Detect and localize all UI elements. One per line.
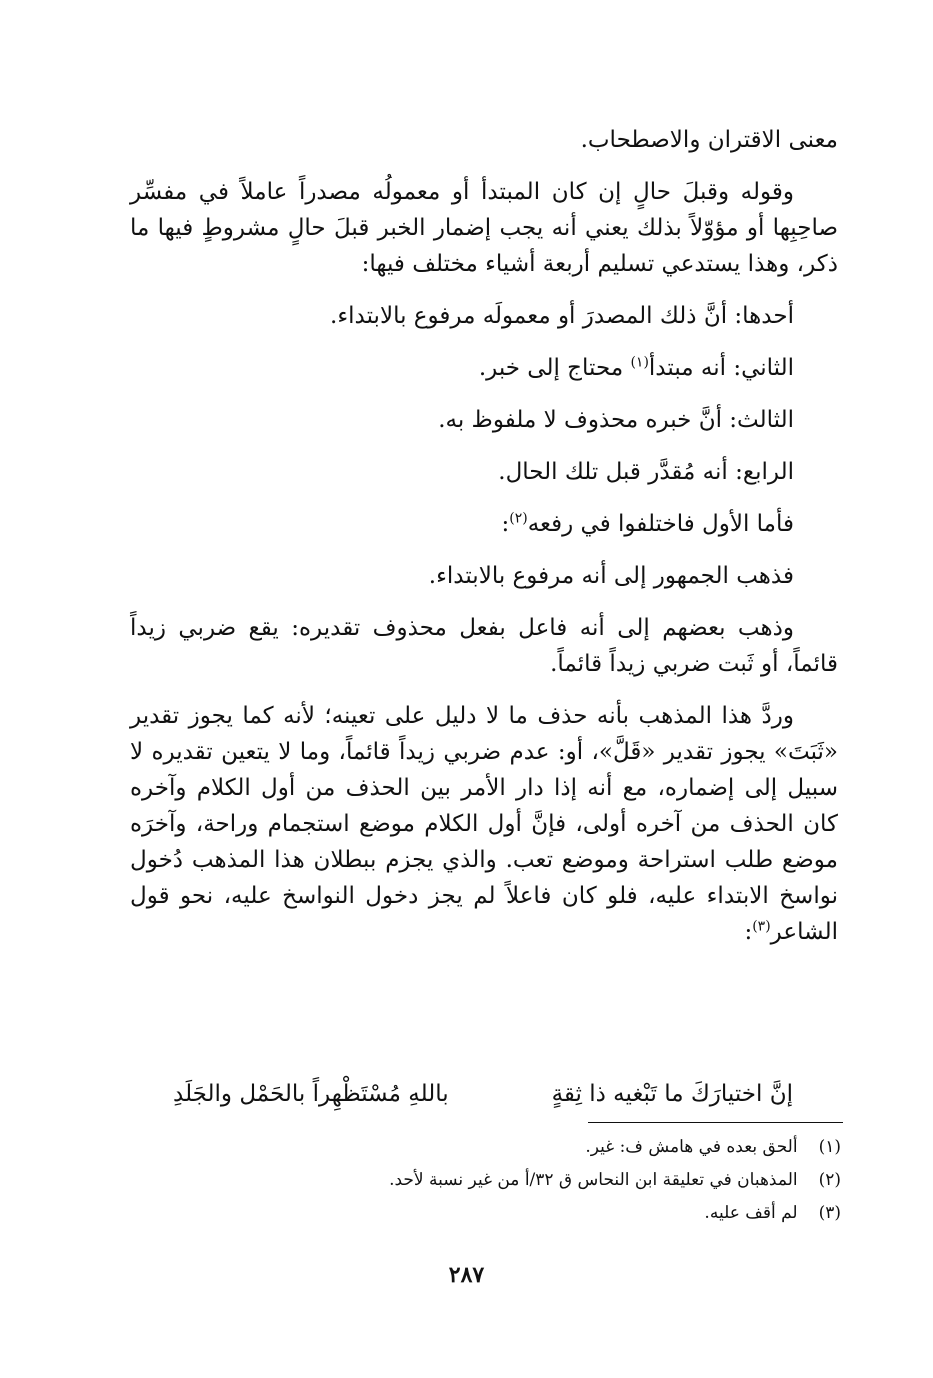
paragraph-continuation: معنى الاقتران والاصطحاب.	[580, 127, 838, 153]
list-item-first: أحدها: أنَّ ذلك المصدرَ أو معمولَه مرفوع بالابتداء.	[330, 303, 794, 329]
list-item-second	[130, 350, 838, 386]
verse-second-hemistich: باللهِ مُسْتَظْهِراً بالحَمْل والجَلَدِ	[173, 1081, 449, 1107]
footnote-marker-2[interactable]: (٢)	[509, 510, 528, 527]
footnote-separator	[588, 1122, 843, 1123]
paragraph-refutation	[130, 698, 838, 950]
paragraph-majority-view: فذهب الجمهور إلى أنه مرفوع بالابتداء.	[428, 563, 794, 589]
paragraph-first-issue	[130, 506, 838, 542]
paragraph-refutation-colon: :	[744, 919, 753, 945]
verse-first-hemistich: إنَّ اختيارَكَ ما تَبْغيه ذا ثِقةٍ	[551, 1081, 793, 1107]
poetry-verse	[173, 1076, 793, 1112]
paragraph-first-issue-colon: :	[501, 511, 510, 537]
page-number: ٢٨٧	[448, 1262, 485, 1288]
footnote-number: (٢)	[818, 1170, 841, 1190]
footnote-text: ألحق بعده في هامش ف: غير.	[585, 1137, 798, 1157]
footnote-number: (٣)	[818, 1203, 841, 1223]
footnotes	[121, 1131, 841, 1230]
paragraph-first-issue-text: فأما الأول فاختلفوا في رفعه	[527, 511, 794, 537]
list-item-second-text: الثاني: أنه مبتدأ	[648, 355, 794, 381]
paragraph-refutation-text: وردَّ هذا المذهب بأنه حذف ما لا دليل على تعينه؛ لأنه كما يجوز تقدير «ثَبَتَ» يجوز تقدير «قَلَّ»، أو: عدم ضربي زيداً قائماً، وما لا يتعين تقديره لا سبيل إلى إضماره، مع أنه إذا دار الأمر بين الحذف من أول الكلام وآخره كان الحذف من آخره أولى، فإنَّ أول الكلام موضع استجمام وراحة، وآخرَه موضع طلب استراحة وموضع تعب. والذي يجزم ببطلان هذا المذهب دُخول نواسخ الابتداء عليه، فلو كان فاعلاً لم يجز دخول النواسخ عليه، نحو قول الشاعر	[130, 703, 838, 945]
footnote-marker-1[interactable]: (١)	[630, 354, 649, 371]
footnote-number: (١)	[818, 1137, 841, 1157]
main-text	[130, 122, 838, 966]
list-item-fourth: الرابع: أنه مُقدَّر قبل تلك الحال.	[498, 459, 794, 485]
footnote-2	[121, 1164, 841, 1197]
paragraph-commentary: وقوله وقبلَ حالٍ إن كان المبتدأ أو معمولُه مصدراً عاملاً في مفسِّر صاحِبِها أو مؤوّلاً بذلك يعني أنه يجب إضمار الخبر قبلَ حالٍ مشروطٍ فيها ما ذكر، وهذا يستدعي تسليم أربعة أشياء مختلف فيها:	[130, 179, 838, 277]
footnote-3	[121, 1197, 841, 1230]
paragraph-other-view: وذهب بعضهم إلى أنه فاعل بفعل محذوف تقديره: يقع ضربي زيداً قائماً، أو ثَبت ضربي زيداً قائماً.	[130, 615, 838, 677]
footnote-1	[121, 1131, 841, 1164]
list-item-third: الثالث: أنَّ خبره محذوف لا ملفوظ به.	[438, 407, 794, 433]
footnote-marker-3[interactable]: (٣)	[752, 918, 771, 935]
footnote-text: المذهبان في تعليقة ابن النحاس ق ٣٢/أ من غير نسبة لأحد.	[389, 1170, 798, 1190]
footnote-text: لم أقف عليه.	[704, 1203, 798, 1223]
list-item-second-text-end: محتاج إلى خبر.	[478, 355, 624, 381]
